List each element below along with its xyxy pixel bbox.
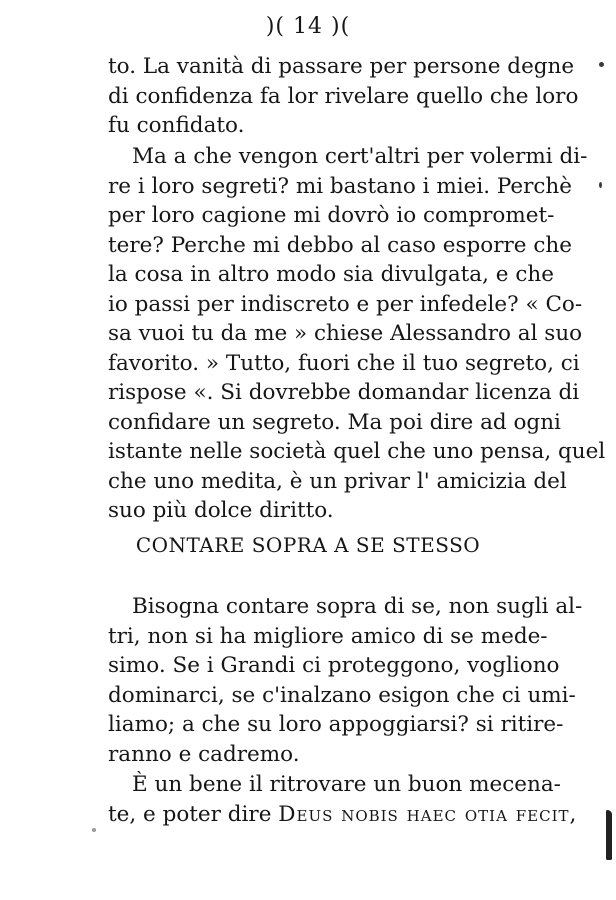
text-line: favorito. » Tutto, fuori che il tuo segreto, ci (108, 350, 580, 376)
scan-speck (599, 182, 602, 188)
page-edge-mark (606, 810, 612, 860)
final-line-prefix: te, e poter dire (108, 801, 279, 827)
scan-speck (92, 828, 96, 832)
text-line: liamo; a che su loro appoggiarsi? si ritire- (108, 712, 564, 737)
text-line: di confidenza fa lor rivelare quello che loro (108, 83, 579, 109)
text-line: suo più dolce diritto. (108, 498, 334, 523)
text-line: Bisogna contare sopra di se, non sugli al- (132, 594, 583, 619)
text-line: Ma a che vengon cert'altri per volermi di- (132, 144, 588, 169)
text-line: istante nelle società quel che uno pensa, quel (108, 439, 606, 464)
text-line: ranno e cadremo. (108, 741, 300, 767)
latin-quote: Deus nobis haec otia fecit, (278, 801, 578, 827)
paragraph-3 (108, 592, 583, 769)
text-line: la cosa in altro modo sia divulgata, e che (108, 262, 554, 287)
text-line: re i loro segreti? mi bastano i miei. Perchè (108, 173, 572, 199)
text-line: che uno medita, è un privar l' amicizia del (108, 468, 567, 494)
text-line-final (108, 800, 578, 830)
paragraph-2 (108, 142, 606, 526)
text-line: confidare un segreto. Ma poi dire ad ogni (108, 409, 561, 435)
section-heading: CONTARE SOPRA A SE STESSO (135, 533, 481, 557)
scan-speck (599, 62, 604, 67)
text-line: È un bene il ritrovare un buon mecena- (132, 772, 561, 797)
text-line: per loro cagione mi dovrò io compromet- (108, 203, 555, 228)
paragraph-4 (108, 770, 578, 829)
text-line: rispose «. Si dovrebbe domandar licenza di (108, 380, 580, 405)
text-line: tri, non si ha migliore amico di se mede- (108, 623, 548, 649)
text-line: to. La vanità di passare per persone degne (108, 54, 575, 79)
paragraph-1 (108, 52, 579, 141)
text-line: fu confidato. (108, 113, 245, 138)
page-number: )( 14 )( (265, 14, 351, 39)
text-line: simo. Se i Grandi ci proteggono, vogliono (108, 653, 560, 678)
text-line: sa vuoi tu da me » chiese Alessandro al suo (108, 321, 583, 346)
text-line: io passi per indiscreto e per infedele? « Co- (108, 291, 583, 317)
text-line: dominarci, se c'inalzano esigon che ci umi- (108, 682, 576, 708)
text-line: tere? Perche mi debbo al caso esporre che (108, 232, 572, 258)
